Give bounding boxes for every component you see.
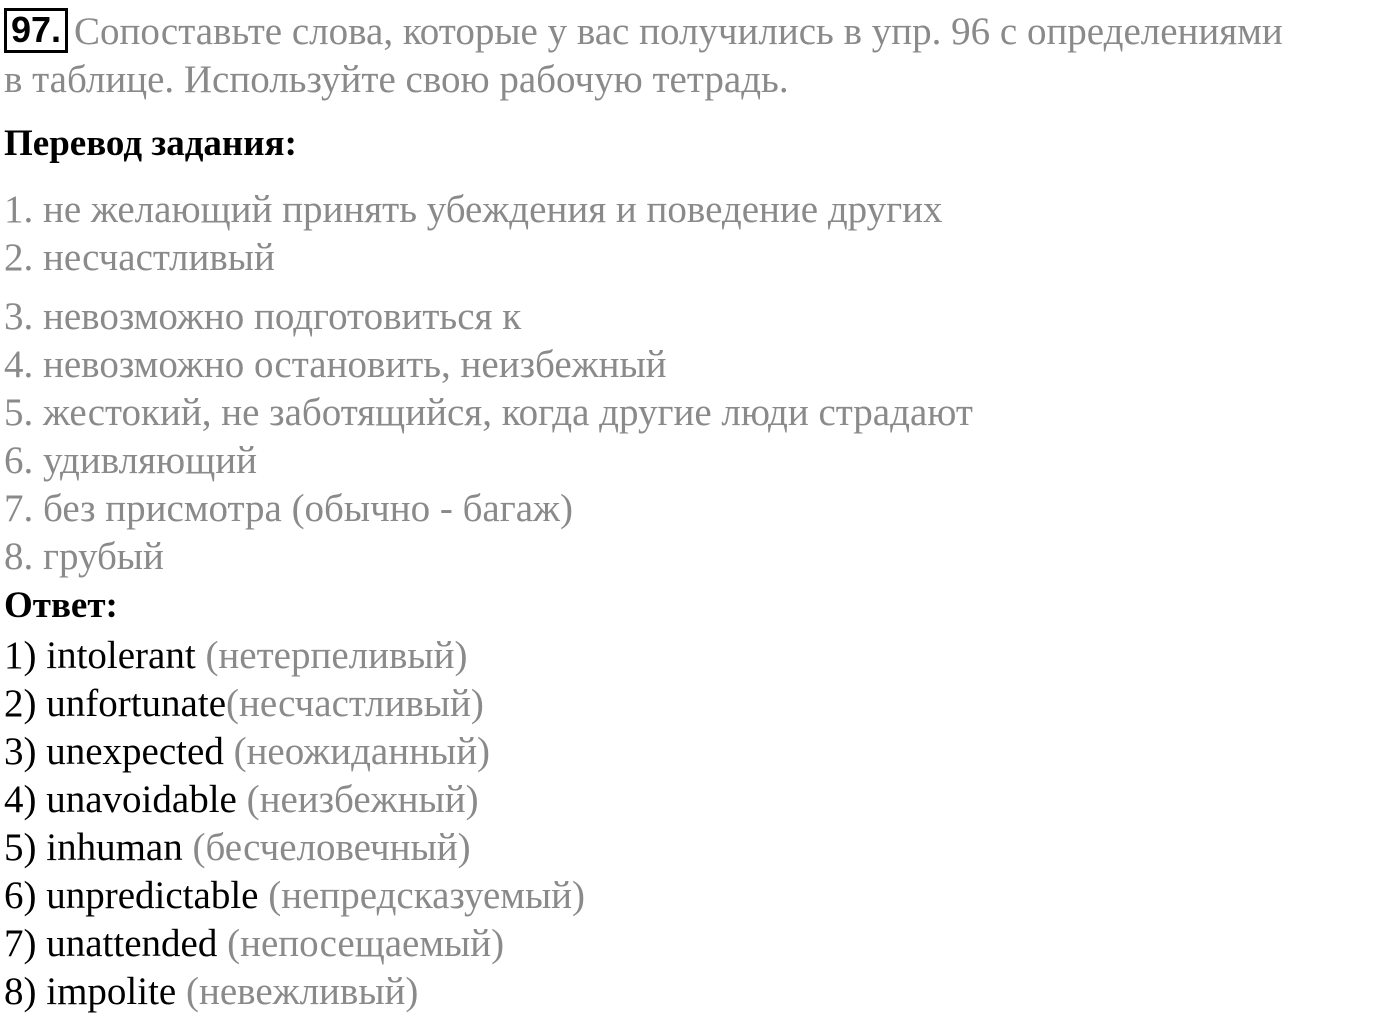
translation-list	[4, 186, 973, 581]
answer-gloss: (бесчеловечный)	[182, 826, 471, 869]
answer-gloss: (невежливый)	[176, 970, 419, 1013]
answer-item-7	[4, 920, 585, 968]
answer-word: 7) unattended	[4, 922, 218, 965]
exercise-task	[4, 8, 1398, 104]
answer-item-4	[4, 776, 585, 824]
translation-item-4: 4. невозможно остановить, неизбежный	[4, 343, 667, 386]
answer-gloss: (непредсказуемый)	[258, 874, 586, 917]
exercise-instruction-line-1: Сопоставьте слова, которые у вас получились в упр. 96 с определениями	[74, 10, 1283, 53]
answer-word: 4) unavoidable	[4, 778, 237, 821]
answer-item-5	[4, 824, 585, 872]
answer-item-6	[4, 872, 585, 920]
answer-gloss: (нетерпеливый)	[195, 634, 468, 677]
translation-heading: Перевод задания:	[4, 123, 297, 164]
answer-word: 3) unexpected	[4, 730, 224, 773]
answer-gloss: (несчастливый)	[226, 682, 484, 725]
answer-item-8	[4, 968, 585, 1016]
translation-item-8: 8. грубый	[4, 535, 164, 578]
answer-list	[4, 632, 585, 1016]
answer-item-3	[4, 728, 585, 776]
answer-item-1	[4, 632, 585, 680]
answer-gloss: (неизбежный)	[236, 778, 479, 821]
exercise-instruction-line-2: в таблице. Используйте свою рабочую тетрадь.	[4, 58, 789, 101]
exercise-line-1	[4, 8, 1398, 56]
answer-word: 1) intolerant	[4, 634, 196, 677]
translation-item-6: 6. удивляющий	[4, 439, 257, 482]
answer-word: 6) unpredictable	[4, 874, 259, 917]
translation-item-3: 3. невозможно подготовиться к	[4, 295, 522, 338]
answer-gloss: (непосещаемый)	[217, 922, 505, 965]
answer-gloss: (неожиданный)	[223, 730, 491, 773]
answer-word: 5) inhuman	[4, 826, 183, 869]
answer-heading: Ответ:	[4, 585, 118, 626]
translation-item-5: 5. жестокий, не заботящийся, когда другие люди страдают	[4, 391, 973, 434]
answer-word: 2) unfortunate	[4, 682, 227, 725]
answer-word: 8) impolite	[4, 970, 177, 1013]
answer-item-2	[4, 680, 585, 728]
translation-item-2: 2. несчастливый	[4, 236, 275, 279]
translation-item-7: 7. без присмотра (обычно - багаж)	[4, 487, 573, 530]
translation-item-1: 1. не желающий принять убеждения и поведение других	[4, 188, 943, 231]
exercise-number-box: 97.	[4, 8, 68, 53]
